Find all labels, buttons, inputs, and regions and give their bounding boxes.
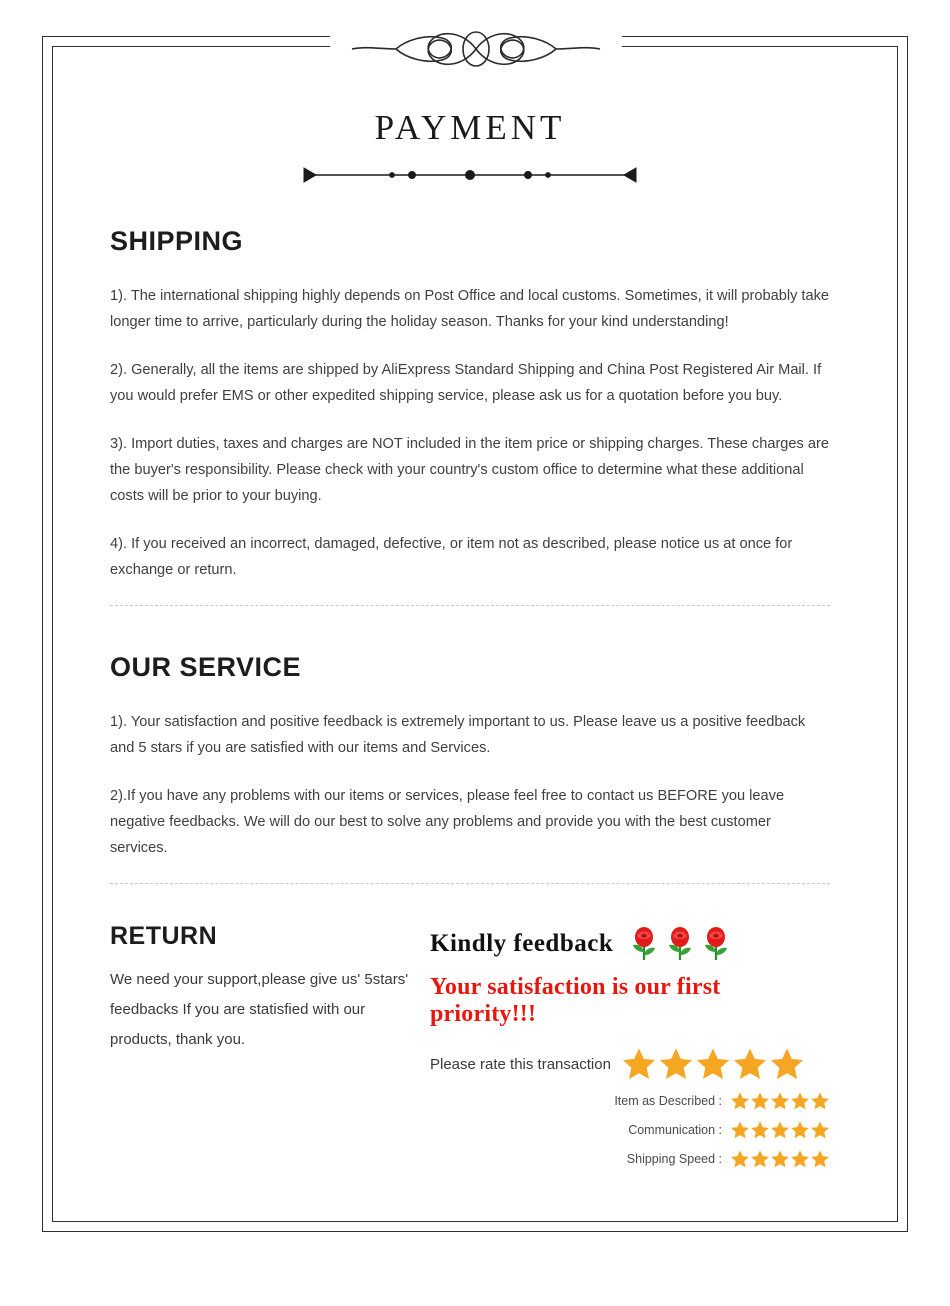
- rate-transaction-stars[interactable]: [621, 1046, 805, 1082]
- star-icon[interactable]: [769, 1046, 805, 1082]
- star-icon[interactable]: [730, 1091, 750, 1111]
- star-icon[interactable]: [770, 1120, 790, 1140]
- star-icon[interactable]: [658, 1046, 694, 1082]
- star-icon[interactable]: [810, 1120, 830, 1140]
- document-content: [110, 90, 830, 1169]
- rose-icon: [665, 926, 695, 962]
- our-service-paragraph-1: 1). Your satisfaction and positive feedback is extremely important to us. Please leave us a positive feedback and 5 stars if you are satisfied with our items and Services.: [110, 714, 806, 756]
- our-service-paragraph-2: 2).If you have any problems with our items or services, please feel free to contact us BEFORE you leave negative feedbacks. We will do our best to solve any problems and provide you with the best customer services.: [110, 788, 785, 856]
- shipping-section: [110, 226, 830, 583]
- page-title: PAYMENT: [374, 108, 566, 147]
- criteria-stars[interactable]: [730, 1149, 830, 1169]
- shipping-heading: SHIPPING: [110, 226, 244, 256]
- criteria-label: Shipping Speed :: [626, 1152, 722, 1166]
- rate-transaction-label: Please rate this transaction: [430, 1055, 611, 1073]
- star-icon[interactable]: [810, 1091, 830, 1111]
- criteria-label: Communication :: [628, 1123, 722, 1137]
- shipping-paragraph-2: 2). Generally, all the items are shipped by AliExpress Standard Shipping and China Post Registered Air Mail. If you would prefer EMS or other expedited shipping service, please ask us for a quotation before you buy.: [110, 362, 822, 404]
- our-service-section: [110, 652, 830, 861]
- star-icon[interactable]: [750, 1120, 770, 1140]
- our-service-heading: OUR SERVICE: [110, 652, 302, 682]
- return-section: [110, 922, 410, 1169]
- star-icon[interactable]: [790, 1149, 810, 1169]
- star-icon[interactable]: [730, 1120, 750, 1140]
- star-icon[interactable]: [770, 1149, 790, 1169]
- ornament-flourish-icon: [330, 18, 622, 80]
- rose-icon-group: [629, 926, 731, 962]
- divider-1: [110, 605, 830, 606]
- feedback-section: [430, 922, 830, 1169]
- return-text: We need your support,please give us' 5stars' feedbacks If you are statisfied with our products, thank you.: [110, 971, 409, 1048]
- star-icon[interactable]: [790, 1120, 810, 1140]
- rose-icon: [701, 926, 731, 962]
- criteria-row-communication: [430, 1120, 830, 1140]
- star-icon[interactable]: [621, 1046, 657, 1082]
- criteria-stars[interactable]: [730, 1091, 830, 1111]
- kindly-feedback-row: [430, 926, 830, 962]
- star-icon[interactable]: [770, 1091, 790, 1111]
- rate-transaction-row: [430, 1046, 830, 1082]
- star-icon[interactable]: [732, 1046, 768, 1082]
- bottom-block: [110, 922, 830, 1169]
- criteria-row-item-as-described: [430, 1091, 830, 1111]
- star-icon[interactable]: [750, 1091, 770, 1111]
- criteria-label: Item as Described :: [614, 1094, 722, 1108]
- criteria-row-shipping-speed: [430, 1149, 830, 1169]
- satisfaction-line: Your satisfaction is our first priority!!!: [430, 974, 721, 1027]
- shipping-paragraph-3: 3). Import duties, taxes and charges are NOT included in the item price or shipping charges. These charges are the buyer's responsibility. Please check with your country's custom office to determine what these additional costs will be prior to your buying.: [110, 436, 829, 504]
- shipping-paragraph-1: 1). The international shipping highly depends on Post Office and local customs. Sometimes, it will probably take longer time to arrive, particularly during the holiday season. Thanks for your kind understanding!: [110, 288, 829, 330]
- title-divider-ornament: [300, 164, 640, 186]
- star-icon[interactable]: [730, 1149, 750, 1169]
- star-icon[interactable]: [750, 1149, 770, 1169]
- shipping-paragraph-4: 4). If you received an incorrect, damaged, defective, or item not as described, please notice us at once for exchange or return.: [110, 536, 793, 578]
- star-icon[interactable]: [695, 1046, 731, 1082]
- kindly-feedback-title: Kindly feedback: [430, 930, 614, 957]
- criteria-stars[interactable]: [730, 1120, 830, 1140]
- return-heading: RETURN: [110, 922, 218, 950]
- star-icon[interactable]: [790, 1091, 810, 1111]
- divider-2: [110, 883, 830, 884]
- star-icon[interactable]: [810, 1149, 830, 1169]
- rose-icon: [629, 926, 659, 962]
